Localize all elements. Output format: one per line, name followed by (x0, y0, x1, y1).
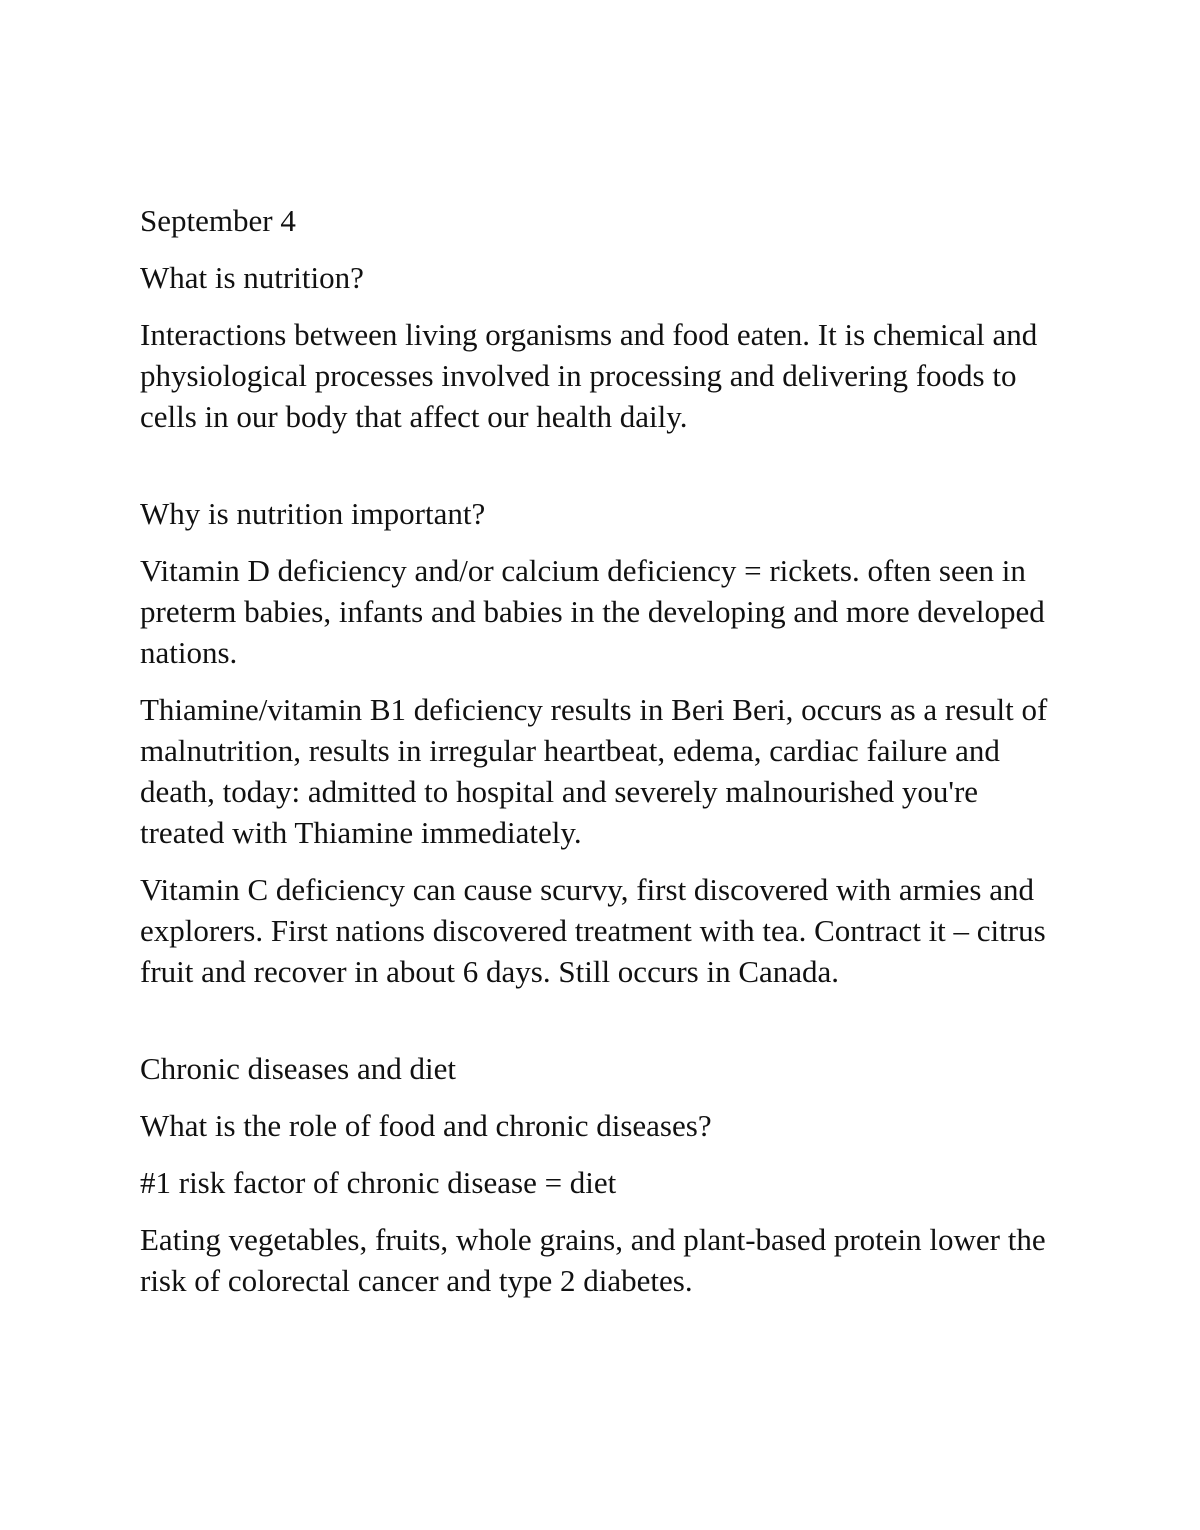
nutrition-definition: Interactions between living organisms and food eaten. It is chemical and physiological processes involved in processing and delivering foods to cells in our body that affect our health daily. (140, 317, 1038, 434)
vitamin-d-paragraph: Vitamin D deficiency and/or calcium deficiency = rickets. often seen in preterm babies, infants and babies in the developing and more developed nations. (140, 553, 1045, 670)
chronic-diseases-heading: Chronic diseases and diet (140, 1051, 456, 1086)
thiamine-paragraph: Thiamine/vitamin B1 deficiency results in Beri Beri, occurs as a result of malnutrition, results in irregular heartbeat, edema, cardiac failure and death, today: admitted to hospital and severely malnourished you're treated with Thiamine immediately. (140, 692, 1048, 850)
vitamin-c-paragraph: Vitamin C deficiency can cause scurvy, first discovered with armies and explorers. First nations discovered treatment with tea. Contract it – citrus fruit and recover in about 6 days. Still occurs in Canada. (140, 872, 1046, 989)
risk-factor-line: #1 risk factor of chronic disease = diet (140, 1165, 617, 1200)
question-what-is-nutrition: What is nutrition? (140, 260, 364, 295)
question-role-of-food: What is the role of food and chronic diseases? (140, 1108, 712, 1143)
date-line: September 4 (140, 203, 296, 238)
eating-vegetables-paragraph: Eating vegetables, fruits, whole grains, and plant-based protein lower the risk of colorectal cancer and type 2 diabetes. (140, 1222, 1046, 1298)
question-why-important: Why is nutrition important? (140, 496, 486, 531)
document-body (140, 200, 1070, 1317)
